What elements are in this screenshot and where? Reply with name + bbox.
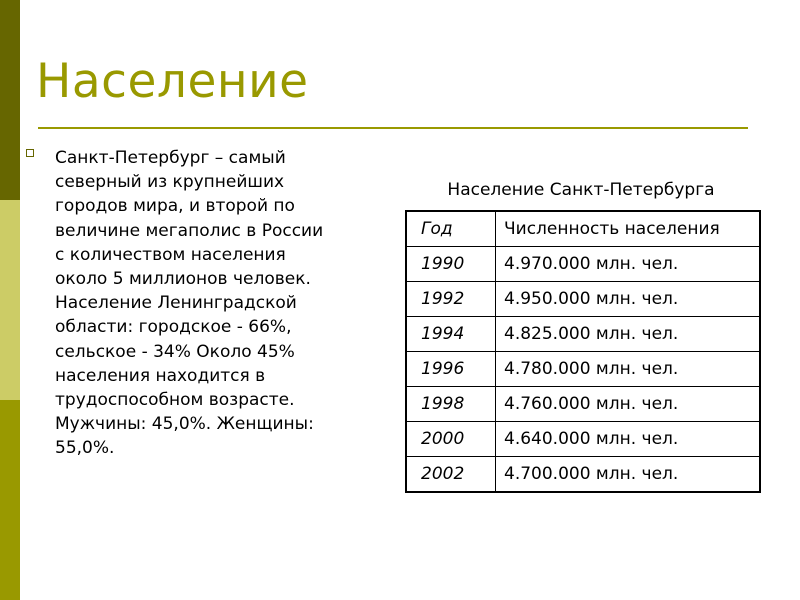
body-paragraph: Санкт-Петербург – самый северный из крупнейших городов мира, и второй по величине мегаполис в России с количеством населения около 5 миллионов человек. Население Ленинградской области: городское - 66%, сельское - 34% Около 45% населения находится в трудоспособном возрасте. Мужчины: 45,0%. Женщины: 55,0%.	[55, 148, 324, 459]
cell-population: 4.700.000 млн. чел.	[496, 457, 761, 493]
left-decorative-band	[0, 0, 20, 600]
table-row	[406, 352, 760, 387]
header-year: Год	[406, 211, 496, 247]
band-segment-bottom	[0, 400, 20, 600]
table-row	[406, 422, 760, 457]
table-row	[406, 457, 760, 493]
cell-year: 2000	[406, 422, 496, 457]
hollow-square-bullet-icon	[26, 149, 34, 157]
cell-year: 1990	[406, 247, 496, 282]
table-row	[406, 247, 760, 282]
band-segment-middle	[0, 200, 20, 400]
cell-population: 4.780.000 млн. чел.	[496, 352, 761, 387]
table-row	[406, 387, 760, 422]
cell-population: 4.970.000 млн. чел.	[496, 247, 761, 282]
cell-population: 4.825.000 млн. чел.	[496, 317, 761, 352]
table-caption: Население Санкт-Петербурга	[447, 180, 715, 200]
slide-title: Население	[36, 54, 309, 109]
header-population: Численность населения	[496, 211, 761, 247]
population-table	[405, 210, 761, 493]
cell-year: 1992	[406, 282, 496, 317]
cell-year: 2002	[406, 457, 496, 493]
cell-population: 4.640.000 млн. чел.	[496, 422, 761, 457]
band-segment-top	[0, 0, 20, 200]
cell-year: 1996	[406, 352, 496, 387]
cell-population: 4.760.000 млн. чел.	[496, 387, 761, 422]
cell-population: 4.950.000 млн. чел.	[496, 282, 761, 317]
title-underline	[38, 127, 748, 129]
table-row	[406, 282, 760, 317]
cell-year: 1994	[406, 317, 496, 352]
table-header-row	[406, 211, 760, 247]
cell-year: 1998	[406, 387, 496, 422]
table-row	[406, 317, 760, 352]
